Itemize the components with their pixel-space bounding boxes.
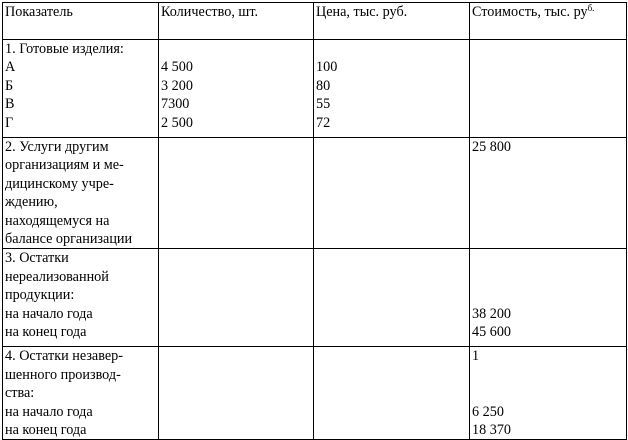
header-indicator-text: Показатель bbox=[5, 4, 73, 20]
table-row bbox=[3, 347, 627, 440]
row1-quantity bbox=[159, 40, 314, 138]
product-price: 72 bbox=[316, 114, 331, 131]
row3-indicator bbox=[3, 249, 159, 347]
product-quantity: 3 200 bbox=[161, 77, 193, 94]
product-price: 80 bbox=[316, 77, 331, 94]
header-quantity-text: Количество, шт. bbox=[161, 4, 259, 20]
header-cost-superscript: б. bbox=[587, 3, 595, 13]
header-row bbox=[3, 3, 627, 40]
header-cost-text: Стоимость, тыс. ру bbox=[472, 4, 588, 20]
table-row bbox=[3, 40, 627, 138]
row2-indicator bbox=[3, 138, 159, 249]
product-price: 100 bbox=[316, 59, 338, 76]
product-quantity: 2 500 bbox=[161, 114, 193, 131]
header-indicator bbox=[3, 3, 159, 40]
row2-line: балансе организации bbox=[5, 231, 133, 248]
row4-line: на начало года bbox=[5, 403, 93, 420]
wip-cost-start: 6 250 bbox=[472, 403, 504, 420]
row4-line: шенного производ- bbox=[5, 366, 121, 383]
header-price-text: Цена, тыс. руб. bbox=[316, 4, 408, 20]
row1-indicator bbox=[3, 40, 159, 138]
row4-quantity bbox=[159, 347, 314, 440]
product-name: А bbox=[5, 59, 16, 76]
row3-line: на конец года bbox=[5, 324, 87, 341]
wip-cost-end: 18 370 bbox=[472, 422, 512, 439]
row2-cost bbox=[470, 138, 627, 249]
unsold-cost-start: 38 200 bbox=[472, 305, 512, 322]
row2-line: 2. Услуги другим bbox=[5, 139, 109, 155]
row4-price bbox=[314, 347, 470, 440]
product-name: В bbox=[5, 96, 15, 113]
header-cost bbox=[470, 3, 627, 40]
product-name: Б bbox=[5, 77, 14, 94]
row3-line: на начало года bbox=[5, 305, 93, 322]
row1-cost bbox=[470, 40, 627, 138]
table-row bbox=[3, 138, 627, 249]
row2-quantity bbox=[159, 138, 314, 249]
row3-quantity bbox=[159, 249, 314, 347]
product-quantity: 4 500 bbox=[161, 59, 193, 76]
product-price: 55 bbox=[316, 96, 331, 113]
row1-price bbox=[314, 40, 470, 138]
row3-line: 3. Остатки bbox=[5, 250, 69, 267]
product-name: Г bbox=[5, 114, 14, 131]
row4-line: на конец года bbox=[5, 422, 87, 439]
row3-line: нереализованной bbox=[5, 268, 109, 285]
row2-line: ждению, bbox=[5, 194, 58, 211]
wip-cost-note: 1 bbox=[472, 348, 480, 365]
header-price bbox=[314, 3, 470, 40]
row4-cost bbox=[470, 347, 627, 440]
header-quantity bbox=[159, 3, 314, 40]
row3-cost bbox=[470, 249, 627, 347]
row4-indicator bbox=[3, 347, 159, 440]
product-quantity: 7300 bbox=[161, 96, 190, 113]
services-cost: 25 800 bbox=[472, 139, 512, 155]
data-table bbox=[2, 2, 627, 440]
row1-title: 1. Готовые изделия: bbox=[5, 41, 124, 57]
row2-line: организациям и ме- bbox=[5, 157, 124, 174]
row2-line: находящемуся на bbox=[5, 212, 110, 229]
row3-price bbox=[314, 249, 470, 347]
row3-line: продукции: bbox=[5, 287, 75, 304]
row4-line: ства: bbox=[5, 385, 35, 402]
row2-price bbox=[314, 138, 470, 249]
table-row bbox=[3, 249, 627, 347]
unsold-cost-end: 45 600 bbox=[472, 324, 512, 341]
row4-line: 4. Остатки незавер- bbox=[5, 348, 123, 365]
row2-line: дицинскому учре- bbox=[5, 175, 114, 192]
